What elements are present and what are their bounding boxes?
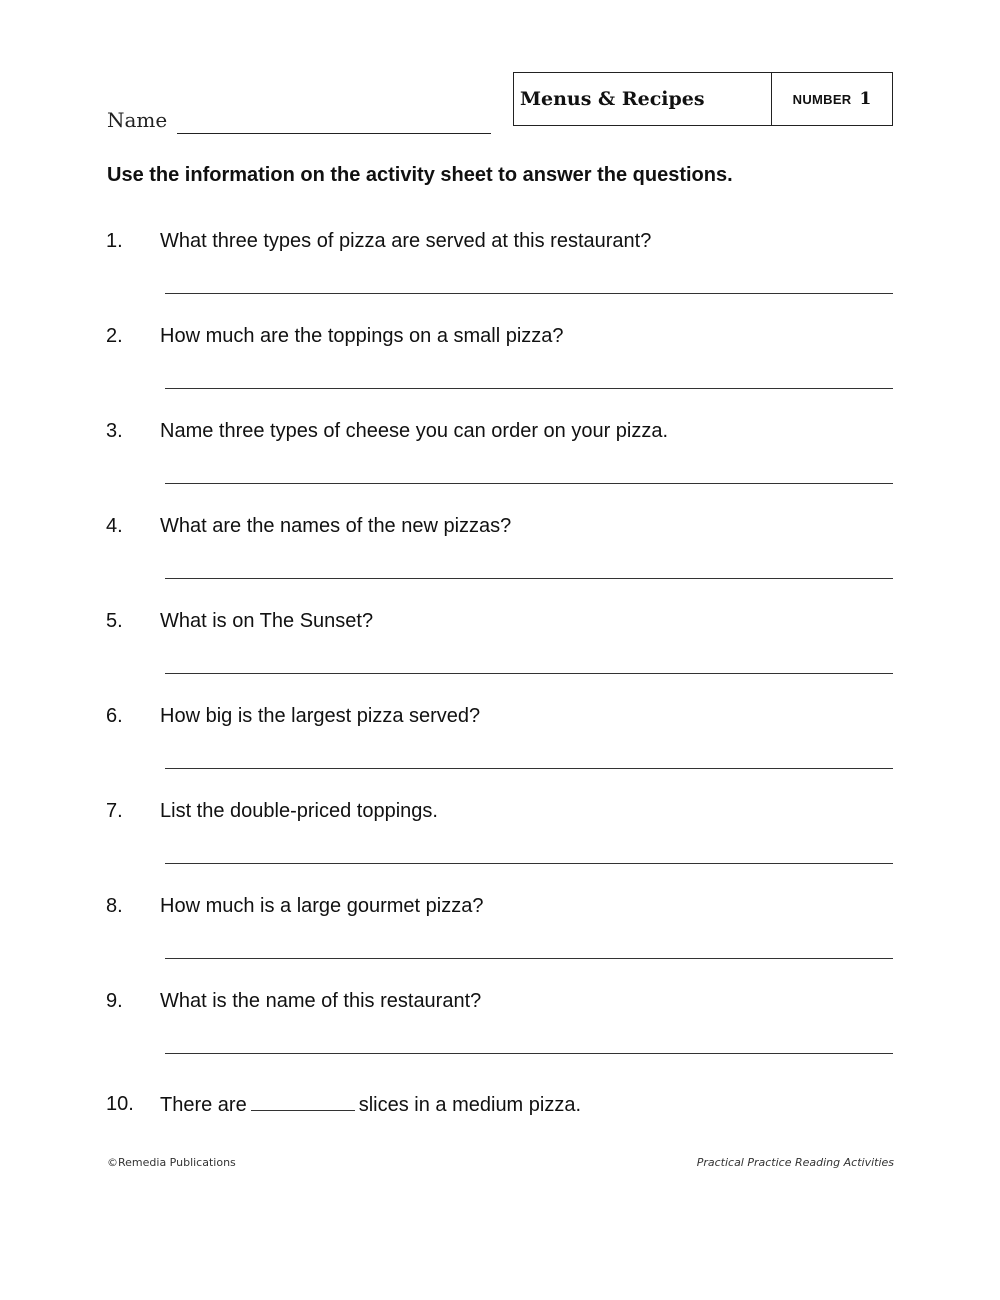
answer-line[interactable]: [165, 768, 893, 769]
question-10-text: [160, 1092, 581, 1117]
question-number: 6.: [106, 705, 123, 727]
title-cell: [514, 73, 772, 125]
question-text: List the double-priced toppings.: [160, 800, 438, 822]
answer-line[interactable]: [165, 578, 893, 579]
answer-line[interactable]: [165, 293, 893, 294]
name-row: [107, 106, 491, 134]
answer-line[interactable]: [165, 1053, 893, 1054]
question-number: 2.: [106, 325, 123, 347]
question-10-before: There are: [160, 1094, 247, 1116]
answer-line[interactable]: [165, 958, 893, 959]
question-number: 10.: [106, 1093, 134, 1115]
question-text: How much are the toppings on a small pizza?: [160, 325, 564, 347]
question-number: 3.: [106, 420, 123, 442]
question-number: 1.: [106, 230, 123, 252]
instructions: Use the information on the activity sheet to answer the questions.: [107, 164, 733, 186]
title-box: [513, 72, 893, 126]
question-text: What is the name of this restaurant?: [160, 990, 482, 1012]
number-value: 1: [859, 89, 872, 109]
question-text: How big is the largest pizza served?: [160, 705, 481, 727]
question-text: What three types of pizza are served at this restaurant?: [160, 230, 652, 252]
worksheet-title: Menus & Recipes: [520, 88, 705, 110]
footer-series-title: Practical Practice Reading Activities: [696, 1156, 894, 1169]
question-10-after: slices in a medium pizza.: [358, 1094, 582, 1116]
name-field[interactable]: [177, 111, 491, 134]
question-text: Name three types of cheese you can order on your pizza.: [160, 420, 669, 442]
question-number: 5.: [106, 610, 123, 632]
fill-in-blank[interactable]: [251, 1092, 355, 1111]
question-number: 9.: [106, 990, 123, 1012]
answer-line[interactable]: [165, 673, 893, 674]
question-text: How much is a large gourmet pizza?: [160, 895, 484, 917]
question-number: 7.: [106, 800, 123, 822]
name-label: Name: [107, 108, 168, 132]
answer-line[interactable]: [165, 388, 893, 389]
question-number: 8.: [106, 895, 123, 917]
answer-line[interactable]: [165, 863, 893, 864]
footer-copyright: ©Remedia Publications: [107, 1156, 236, 1169]
number-label: NUMBER: [792, 91, 852, 107]
question-number: 4.: [106, 515, 123, 537]
question-text: What are the names of the new pizzas?: [160, 515, 512, 537]
number-cell: [772, 73, 892, 125]
question-text: What is on The Sunset?: [160, 610, 374, 632]
answer-line[interactable]: [165, 483, 893, 484]
